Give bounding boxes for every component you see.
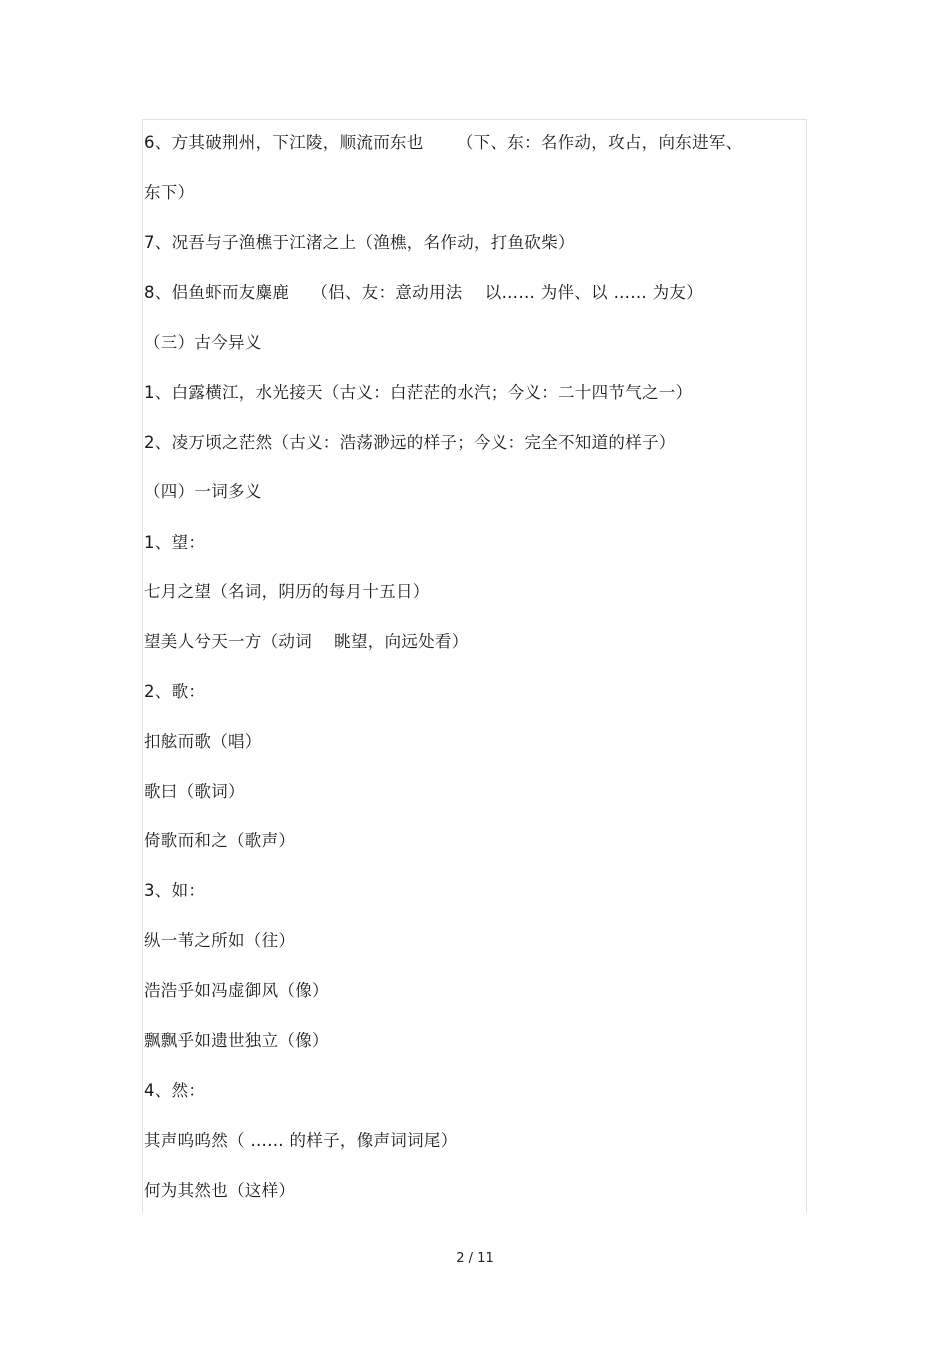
text-line: 2、歌： [144, 682, 206, 701]
text-line: 其声呜呜然（ …… 的样子，像声词词尾） [144, 1131, 458, 1150]
text-line: 1、白露横江，水光接天（古义：白茫茫的水汽；今义：二十四节气之一） [144, 383, 693, 402]
page-number: 2 / 11 [456, 1251, 494, 1266]
text-line: 浩浩乎如冯虚御风（像） [144, 981, 329, 1000]
text-line: 七月之望（名词，阴历的每月十五日） [144, 582, 430, 601]
text-line: 倚歌而和之（歌声） [144, 831, 296, 850]
text-line: 东下） [144, 183, 195, 202]
text-line: 何为其然也（这样） [144, 1181, 296, 1200]
section-heading: （三）古今异义 [144, 333, 262, 352]
text-line: 8、侣鱼虾而友麋鹿 （侣、友：意动用法 以…… 为伴、以 …… 为友） [144, 283, 703, 302]
text-line: 纵一苇之所如（往） [144, 931, 296, 950]
text-line: 1、望： [144, 533, 206, 552]
section-heading: （四）一词多义 [144, 482, 262, 501]
text-line: 7、况吾与子渔樵于江渚之上（渔樵，名作动，打鱼砍柴） [144, 233, 575, 252]
text-line: 飘飘乎如遗世独立（像） [144, 1031, 329, 1050]
text-line: 扣舷而歌（唱） [144, 732, 262, 751]
text-line: 望美人兮天一方（动词 眺望，向远处看） [144, 632, 469, 651]
text-line: 4、然： [144, 1081, 206, 1100]
text-line: 歌曰（歌词） [144, 782, 245, 801]
text-line: 3、如： [144, 881, 206, 900]
text-line: 6、方其破荆州，下江陵，顺流而东也 （下、东：名作动，攻占，向东进军、 [144, 133, 743, 152]
text-line: 2、凌万顷之茫然（古义：浩荡渺远的样子；今义：完全不知道的样子） [144, 433, 676, 452]
